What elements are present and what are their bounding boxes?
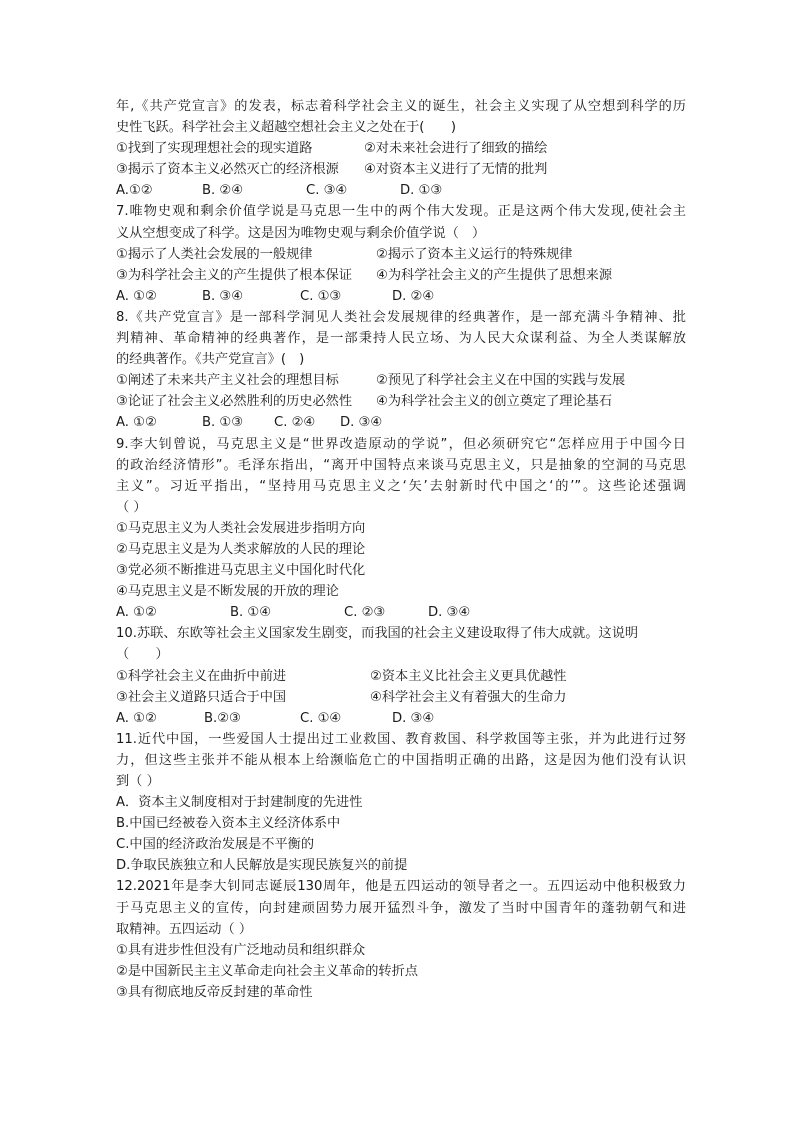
q11-stem-line: 11.近代中国，一些爱国人士提出过工业救国、教育救国、科学救国等主张，并为此进行过努: [116, 731, 686, 747]
q10-choice-b: B.②③: [204, 710, 241, 726]
q7-choice-c: C. ①③: [300, 288, 342, 304]
q9-stem-line: 的政治经济情形”。毛泽东指出，“离开中国特点来谈马克思主义，只是抽象的空洞的马克思: [116, 457, 686, 473]
q12-statement-3: ③具有彻底地反帝反封建的革命性: [116, 984, 313, 1000]
q8-choices: [116, 412, 686, 433]
q7-statement-2: ②揭示了资本主义运行的特殊规律: [376, 246, 573, 262]
q7-choice-d: D. ②④: [392, 288, 435, 304]
q10-choice-c: C. ①④: [300, 710, 342, 726]
q8-statement-3: ③论证了社会主义必然胜利的历史必然性: [116, 394, 353, 410]
q7-choice-b: B. ③④: [202, 288, 244, 304]
exam-page: [116, 96, 686, 1003]
q8-stem-line: 8.《共产党宣言》是一部科学洞见人类社会发展规律的经典著作，是一部充满斗争精神、批: [116, 309, 686, 325]
q8-statement-4: ④为科学社会主义的创立奠定了理论基石: [376, 394, 613, 410]
q10-choices: [116, 708, 686, 729]
q8-statement-row: [116, 370, 686, 391]
q8-statement-1: ①阐述了未来共产主义社会的理想目标: [116, 373, 339, 389]
q7-choice-a: A. ①②: [116, 288, 157, 304]
q7-statement-row: [116, 265, 686, 286]
q6-statement-row: [116, 138, 686, 159]
q11-option-b: B.中国已经被卷入资本主义经济体系中: [116, 816, 341, 832]
q7-statement-4: ④为科学社会主义的产生提供了思想来源: [376, 267, 613, 283]
q9-choice-d: D. ③④: [428, 605, 471, 621]
q8-stem-line: 判精神、革命精神的经典著作，是一部秉持人民立场、为人民大众谋利益、为全人类谋解放: [116, 331, 686, 347]
q11-option-c: C.中国的经济政治发展是不平衡的: [116, 837, 315, 853]
q9-statement-2: ②马克思主义是为人类求解放的人民的理论: [116, 541, 366, 557]
q6-choices: [116, 180, 686, 201]
q12-statement-1: ①具有进步性但没有广泛地动员和组织群众: [116, 942, 366, 958]
q6-statement-4: ④对资本主义进行了无情的批判: [364, 162, 548, 178]
q7-statement-1: ①揭示了人类社会发展的一般规律: [116, 246, 313, 262]
q7-stem-line: 7.唯物史观和剩余价值学说是马克思一生中的两个伟大发现。正是这两个伟大发现,使社会主: [116, 204, 686, 220]
q6-stem-line: 年,《共产党宣言》的发表，标志着科学社会主义的诞生，社会主义实现了从空想到科学的历: [116, 99, 686, 114]
q11-stem-line: 到（ ）: [116, 774, 160, 789]
q9-choices: [116, 602, 686, 623]
q10-statement-row: [116, 687, 686, 708]
q10-statement-3: ③社会主义道路只适合于中国: [116, 689, 287, 705]
q12-stem-line: 12.2021年是李大钊同志诞辰130周年，他是五四运动的领导者之一。五四运动中他积极致力: [116, 879, 686, 895]
q8-statement-2: ②预见了科学社会主义在中国的实践与发展: [376, 373, 626, 389]
q11-option-a: A．资本主义制度相对于封建制度的先进性: [116, 795, 363, 811]
q9-choice-a: A. ①②: [116, 605, 157, 621]
q6-statement-1: ①找到了实现理想社会的现实道路: [116, 141, 313, 157]
q9-statement-1: ①马克思主义为人类社会发展进步指明方向: [116, 520, 366, 536]
q11-stem-line: 力，但这些主张并不能从根本上给濒临危亡的中国指明正确的出路，这是因为他们没有认识: [116, 752, 686, 768]
q12-stem-line: 取精神。五四运动（ ）: [116, 921, 253, 937]
q9-stem-line: （ ）: [116, 499, 147, 515]
q10-statement-row: [116, 666, 686, 687]
q9-statement-4: ④马克思主义是不断发展的开放的理论: [116, 584, 339, 600]
q6-choice-c: C. ③④: [306, 183, 348, 199]
q7-statement-3: ③为科学社会主义的产生提供了根本保证: [116, 267, 353, 283]
q9-choice-c: C. ②③: [344, 605, 386, 621]
q10-choice-a: A. ①②: [116, 710, 157, 726]
q8-choice-b: B. ①③: [202, 415, 244, 431]
q12-statement-2: ②是中国新民主主义革命走向社会主义革命的转折点: [116, 963, 418, 979]
q7-choices: [116, 286, 686, 307]
q10-statement-1: ①科学社会主义在曲折中前进: [116, 668, 287, 684]
q6-statement-2: ②对未来社会进行了细致的描绘: [364, 141, 548, 157]
q6-stem-line: 史性飞跃。科学社会主义超越空想社会主义之处在于( ): [116, 120, 456, 136]
q6-statement-3: ③揭示了资本主义必然灭亡的经济根源: [116, 162, 339, 178]
q11-option-d: D.争取民族独立和人民解放是实现民族复兴的前提: [116, 858, 408, 874]
q8-choice-a: A. ①②: [116, 415, 157, 431]
q9-statement-3: ③党必须不断推进马克思主义中国化时代化: [116, 563, 366, 579]
q6-choice-b: B. ②④: [202, 183, 244, 199]
q8-statement-row: [116, 391, 686, 412]
q9-stem-line: 9.李大钊曾说，马克思主义是“世界改造原动的学说”，但必须研究它“怎样应用于中国今日: [116, 436, 686, 452]
q12-stem-line: 于马克思主义的宣传，向封建顽固势力展开猛烈斗争，激发了当时中国青年的蓬勃朝气和进: [116, 900, 686, 916]
q8-choice-c: C. ②④: [274, 415, 316, 431]
q10-stem-line: （ ）: [116, 647, 169, 663]
q7-stem-line: 义从空想变成了科学。这是因为唯物史观与剩余价值学说（ ）: [116, 225, 486, 241]
q10-statement-4: ④科学社会主义有着强大的生命力: [370, 689, 567, 705]
q6-statement-row: [116, 159, 686, 180]
q9-stem-line: 主义”。习近平指出，“坚持用马克思主义之‘矢’去射新时代中国之‘的’”。这些论述强调: [116, 478, 686, 494]
q10-choice-d: D. ③④: [392, 710, 435, 726]
q6-choice-d: D. ①③: [400, 183, 443, 199]
q10-stem-line: 10.苏联、东欧等社会主义国家发生剧变，而我国的社会主义建设取得了伟大成就。这说明: [116, 626, 639, 642]
q7-statement-row: [116, 244, 686, 265]
q10-statement-2: ②资本主义比社会主义更具优越性: [370, 668, 567, 684]
q8-choice-d: D. ③④: [340, 415, 383, 431]
q6-choice-a: A.①②: [116, 183, 153, 199]
q9-choice-b: B. ①④: [230, 605, 272, 621]
q8-stem-line: 的经典著作。《共产党宣言》( ): [116, 352, 305, 368]
